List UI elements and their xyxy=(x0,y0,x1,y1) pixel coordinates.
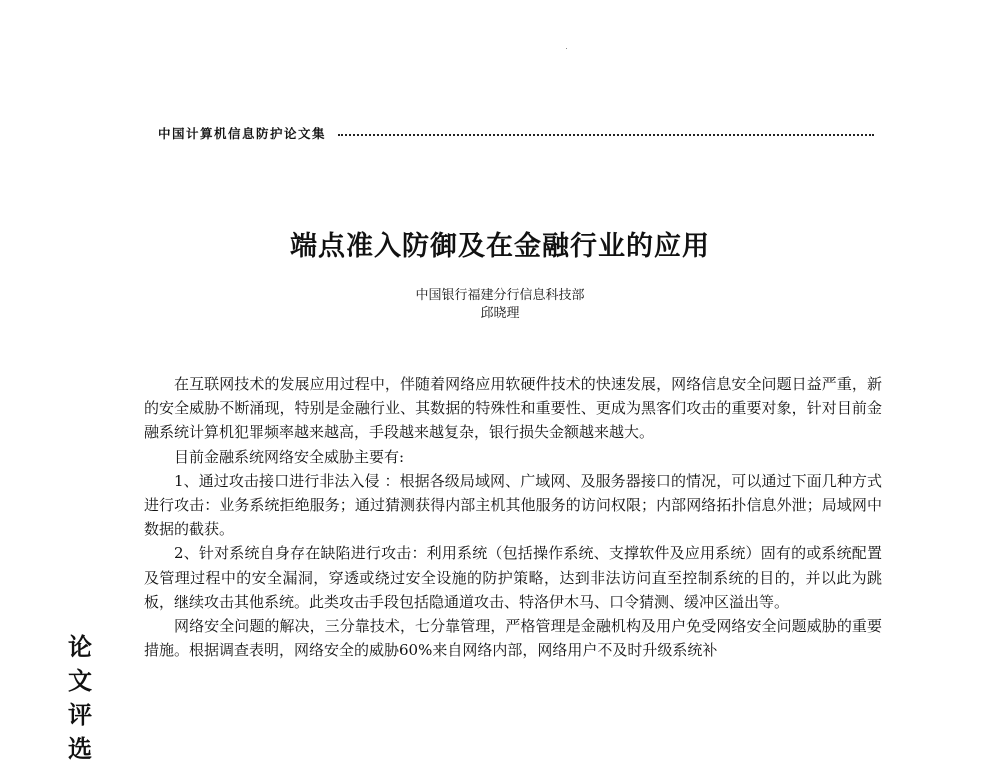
dotted-leader xyxy=(338,134,874,136)
side-label-char: 文 xyxy=(68,666,92,695)
section-side-label xyxy=(64,630,96,766)
article-body xyxy=(144,372,882,662)
body-paragraph-intro: 在互联网技术的发展应用过程中，伴随着网络应用软硬件技术的快速发展，网络信息安全问题日益严重，新的安全威胁不断涌现，特别是金融行业、其数据的特殊性和重要性、更成为黑客们攻击的重要对象，针对目前金融系统计算机犯罪频率越来越高，手段越来越复杂，银行损失金额越来越大。 xyxy=(144,375,882,442)
author-name: 邱晓理 xyxy=(480,306,520,321)
scan-speck xyxy=(566,48,567,49)
side-label-char: 论 xyxy=(68,632,92,661)
running-header xyxy=(158,124,874,142)
side-label-char: 选 xyxy=(68,734,92,763)
author-affiliation: 中国银行福建分行信息科技部 xyxy=(415,288,585,303)
series-title: 中国计算机信息防护论文集 xyxy=(158,126,327,141)
body-paragraph-management: 网络安全问题的解决，三分靠技术，七分靠管理，严格管理是金融机构及用户免受网络安全问题威胁的重要措施。根据调查表明，网络安全的威胁60%来自网络内部，网络用户不及时升级系统补 xyxy=(144,617,882,660)
body-paragraph-threat-2: 2、针对系统自身存在缺陷进行攻击：利用系统（包括操作系统、支撑软件及应用系统）固有的或系统配置及管理过程中的安全漏洞，穿透或绕过安全设施的防护策略，达到非法访问直至控制系统的目的，并以此为跳板，继续攻击其他系统。此类攻击手段包括隐通道攻击、特洛伊木马、口令猜测、缓冲区溢出等。 xyxy=(144,544,882,611)
body-paragraph-threats-heading: 目前金融系统网络安全威胁主要有: xyxy=(174,447,405,466)
body-paragraph-threat-1: 1、通过攻击接口进行非法入侵 ：根据各级局域网、广域网、及服务器接口的情况，可以通过下面几种方式进行攻击：业务系统拒绝服务；通过猜测获得内部主机其他服务的访问权限；内部网络拓扑信息外泄；局域网中数据的截获。 xyxy=(144,471,882,539)
side-label-char: 评 xyxy=(68,700,92,729)
article-title: 端点准入防御及在金融行业的应用 xyxy=(290,231,710,262)
